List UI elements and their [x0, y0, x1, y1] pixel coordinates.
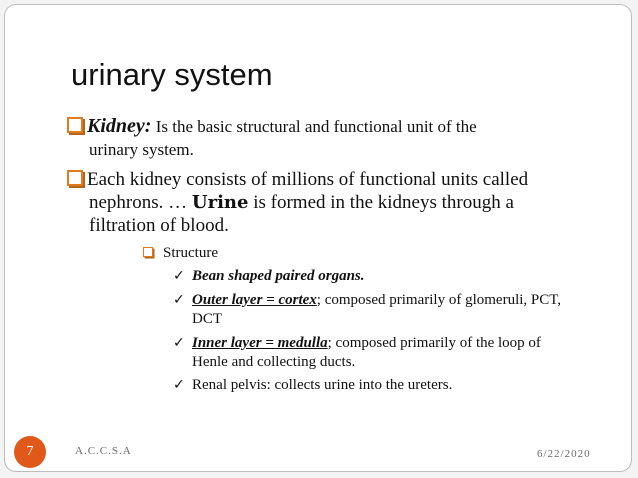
- list-item: [173, 267, 593, 286]
- slide-title: urinary system: [71, 57, 273, 92]
- check-mark-icon: ✓: [173, 292, 185, 308]
- square-bullet-icon: [67, 170, 83, 186]
- check-mark-icon: ✓: [173, 335, 185, 351]
- footer-author: A.C.C.S.A: [75, 445, 132, 457]
- item-text: Renal pelvis: collects urine into the ureters.: [192, 377, 453, 393]
- check-mark-icon: ✓: [173, 377, 185, 393]
- slide: [4, 4, 632, 472]
- nephrons-line2-after: is formed in the kidneys through a: [248, 192, 514, 213]
- page-number-badge: 7: [14, 436, 46, 468]
- footer-date: 6/22/2020: [537, 448, 591, 460]
- item-text-line2: Henle and collecting ducts.: [192, 354, 356, 370]
- bullet-nephrons: [67, 168, 577, 237]
- item-strong: Outer layer = cortex: [192, 292, 317, 308]
- check-mark-icon: ✓: [173, 268, 185, 284]
- list-item: [173, 334, 593, 372]
- square-bullet-icon: [143, 247, 153, 257]
- item-text-line2: DCT: [192, 311, 222, 327]
- nephrons-line1: Each kidney consists of millions of functional units called: [87, 169, 529, 190]
- kidney-definition-line2: urinary system.: [89, 140, 194, 159]
- urine-term: Urine: [191, 192, 249, 213]
- structure-heading: [143, 245, 218, 262]
- square-bullet-icon: [67, 117, 83, 133]
- item-text: ; composed primarily of the loop of: [327, 335, 541, 351]
- structure-label: Structure: [163, 245, 218, 261]
- nephrons-line2-before: nephrons. …: [89, 192, 192, 213]
- list-item: [173, 376, 593, 395]
- nephrons-line2: [67, 191, 577, 214]
- kidney-definition-line1: Is the basic structural and functional unit of the: [151, 117, 477, 136]
- bullet-kidney: [67, 115, 577, 161]
- item-strong: Bean shaped paired organs.: [192, 268, 365, 284]
- item-text: ; composed primarily of glomeruli, PCT,: [316, 292, 562, 308]
- nephrons-line3: filtration of blood.: [89, 215, 229, 236]
- item-strong: Inner layer = medulla: [192, 335, 328, 351]
- list-item: [173, 291, 593, 329]
- kidney-term: Kidney:: [87, 115, 152, 137]
